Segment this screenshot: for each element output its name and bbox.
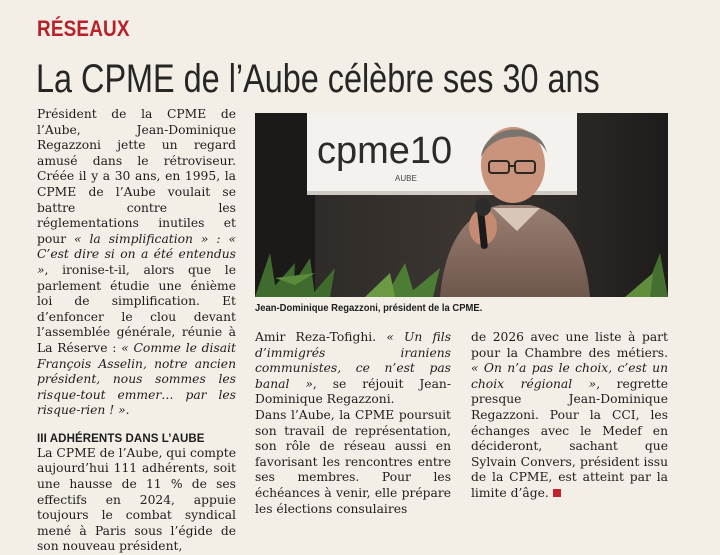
article-column-1: [37, 107, 236, 555]
article-end-mark: [553, 489, 561, 497]
article-column-2: [255, 330, 451, 517]
quote-asselin: « Comme le disait François Asselin, notre ancien président, nous sommes les risque-tout emmer… par les risque-rien ! ».: [37, 340, 236, 418]
body-paragraph: Amir Reza-Tofighi. « Un fils d’immigrés iraniens communistes, ce n’est pas banal », se réjouit Jean-Dominique Regazzoni.: [255, 330, 451, 407]
lead-paragraph: Président de la CPME de l’Aube, Jean-Dominique Regazzoni jette un regard amusé dans le rétroviseur. Créée il y a 30 ans, en 1995, la CPME de l’Aube voulait se battre contre les réglementations inutiles et pour « la simplification » : « C’est dire si on a été entendus », ironise-t-il, alors que le parlement étudie une énième loi de simplification. Et d’enfoncer le clou devant l’assemblée générale, réunie à La Réserve : « Comme le disait François Asselin, notre ancien président, nous sommes les risque-tout emmer… par les risque-rien ! ».: [37, 107, 237, 418]
photo-caption: Jean-Dominique Regazzoni, président de la CPME.: [255, 302, 483, 314]
body-paragraph: La CPME de l’Aube, qui compte aujourd’hui 111 adhérents, soit une hausse de 11 % de ses effectifs en 2024, appuie toujours le combat syndical mené à Paris sous l’égide de son nouveau président,: [37, 445, 236, 554]
quote-simplification: « la simplification » : « C’est dire si on a été entendus »: [37, 231, 237, 277]
quote-regional-choice: « On n’a pas le choix, c’est un choix régional »: [471, 361, 668, 391]
quote-tofighi: « Un fils d’immigrés iraniens communistes, ce n’est pas banal »: [255, 330, 451, 391]
subheading-adherents: III ADHÉRENTS DANS L’AUBE: [37, 432, 205, 445]
cpme-logo-subtext: AUBE: [395, 174, 417, 183]
speaker-photo-illustration: [255, 113, 668, 297]
article-headline: La CPME de l’Aube célèbre ses 30 ans: [36, 57, 600, 101]
body-paragraph: de 2026 avec une liste à part pour la Chambre des métiers. « On n’a pas le choix, c’est un choix régional », regrette presque Jean-Dominique Regazzoni. Pour la CCI, les échanges avec le Medef en décideront, sachant que Sylvain Convers, président issu de la CPME, est atteint par la limite d’âge.: [471, 330, 668, 500]
cpme-logo-text: cpme10: [317, 130, 453, 172]
article-photo: [255, 113, 668, 297]
article-column-3: [471, 330, 668, 502]
section-rubric: RÉSEAUX: [37, 16, 130, 41]
body-paragraph: Dans l’Aube, la CPME poursuit son travail de représentation, son rôle de réseau aussi en favorisant les rencontres entre ses membres. Pour les échéances à venir, elle prépare les élections consulaires: [255, 407, 451, 516]
